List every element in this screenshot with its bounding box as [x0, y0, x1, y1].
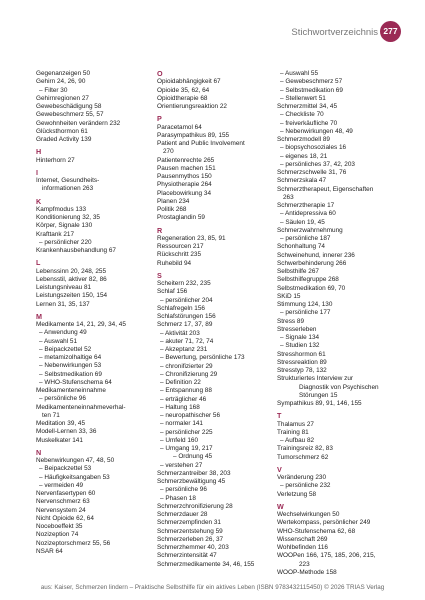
index-subentry: – Aufbau 82: [280, 437, 315, 444]
index-letter-heading: V: [277, 464, 282, 474]
index-subentry: – persönliche 187: [280, 235, 331, 242]
index-subentry: – Studien 132: [280, 342, 320, 350]
index-column-3: [277, 70, 402, 577]
index-subentry: – akuter 71, 72, 74: [160, 337, 214, 345]
index-subentry: – Säulen 19, 45: [280, 218, 325, 226]
index-subentry: – Beipackzettel 53: [39, 465, 92, 473]
index-subentry: – Selbstmedikation 69: [39, 370, 102, 378]
index-subentry: – Signale 134: [280, 334, 320, 341]
index-entry: Schlafregeln 156: [157, 304, 205, 312]
index-entry: Internet, Gesundheits-: [36, 177, 100, 184]
index-entry: Leistungszeiten 150, 154: [36, 292, 108, 300]
index-entry: Schweinehund, innerer 236: [277, 251, 355, 259]
index-entry: Körper, Signale 130: [36, 222, 93, 230]
index-entry: Wechselwirkungen 50: [277, 511, 340, 518]
index-entry: Pausen machen 151: [157, 164, 216, 172]
index-subentry: – freiverkäufliche 70: [280, 119, 338, 127]
index-entry: Tumorschmerz 62: [277, 453, 329, 461]
index-letter-heading: W: [277, 501, 284, 511]
index-subentry: – Checkliste 70: [280, 111, 324, 119]
index-subentry: – Chronifizierung 29: [160, 370, 218, 378]
index-entry: Schmerzantreiber 38, 203: [157, 469, 231, 477]
index-entry: Schmerzentstehung 59: [157, 527, 223, 535]
index-entry-continuation: 223: [299, 560, 310, 568]
index-subentry: – Gewebeschmerz 57: [280, 78, 343, 86]
index-entry: Gehirn 24, 26, 90: [36, 78, 86, 86]
index-entry: Lernen 31, 35, 137: [36, 300, 90, 308]
index-entry: Planen 234: [157, 197, 190, 205]
index-subentry: – Aktivität 203: [160, 329, 200, 337]
index-entry: Sympathikus 89, 91, 146, 155: [277, 400, 362, 407]
index-entry: Schmerzbewältigung 45: [157, 478, 226, 485]
index-subentry: – normaler 141: [160, 420, 203, 428]
index-entry: Wissenschaft 269: [277, 535, 328, 543]
index-subentry: – eigenes 18, 21: [280, 152, 328, 160]
index-entry: Regeneration 23, 85, 91: [157, 234, 226, 242]
index-entry: Schmerzwahrnehmung: [277, 226, 343, 234]
index-entry: Schwerbehinderung 266: [277, 259, 347, 267]
index-subentry: – Auswahl 55: [280, 70, 319, 77]
index-entry: Thalamus 27: [277, 420, 314, 428]
index-subentry: – persönliches 37, 42, 203: [280, 160, 355, 168]
index-entry: Medikamente 14, 21, 29, 34, 45: [36, 321, 126, 328]
index-entry: WHO-Stufenschema 62, 68: [277, 527, 356, 535]
index-subentry: – Häufigkeitsangaben 53: [39, 473, 110, 481]
index-subentry: – persönliche 177: [280, 309, 331, 317]
index-letter-heading: P: [157, 114, 162, 124]
index-entry: Lebensstil, aktiver 82, 86: [36, 275, 107, 283]
index-entry: Schonhaltung 74: [277, 243, 325, 251]
index-subentry: – Beipackzettel 52: [39, 345, 92, 353]
index-subentry: – WHO-Stufenschema 64: [39, 378, 112, 386]
index-subentry: – Phasen 18: [160, 494, 196, 502]
index-entry: Physiotherapie 264: [157, 181, 212, 189]
index-letter-heading: N: [36, 447, 42, 457]
index-entry: Schmerzchronifizierung 28: [157, 502, 233, 510]
index-entry: Nervenfasertypen 60: [36, 490, 96, 497]
index-entry: Ressourcen 217: [157, 243, 204, 250]
index-entry: Wohlbefinden 116: [277, 544, 328, 551]
index-entry: Schmerzempfinden 31: [157, 519, 221, 527]
index-subentry: – persönliche 96: [39, 395, 86, 403]
index-entry: Stresserleben: [277, 325, 317, 333]
index-entry: Schmerzhemmer 40, 203: [157, 544, 229, 551]
index-entry: Gehirnregionen 27: [36, 94, 89, 102]
index-entry: Stresstyp 78, 132: [277, 367, 327, 374]
index-subentry: – metamizolhaltige 64: [39, 354, 102, 361]
index-subentry: – verstehen 27: [160, 461, 203, 469]
index-entry: Meditation 39, 45: [36, 420, 86, 427]
index-entry: Schmerzmittel 34, 45: [277, 103, 338, 110]
index-entry: Schmerzerleben 26, 37: [157, 535, 224, 543]
index-subentry: – Auswahl 51: [39, 337, 78, 345]
index-entry: Nozizeption 74: [36, 531, 79, 539]
index-entry: Gewebeschädigung 58: [36, 103, 102, 110]
index-entry: Trainingsreiz 82, 83: [277, 445, 333, 453]
index-subentry: – persönliche 96: [160, 486, 207, 494]
index-entry: Schmerzmedikamente 34, 46, 155: [157, 560, 255, 568]
index-entry-continuation: Störungen 15: [299, 391, 338, 399]
copyright-footer: aus: Kaiser, Schmerzen lindern – Praktische Selbsthilfe für ein aktives Leben (ISBN 9783432115450) © 2026 TRIAS Verlag: [40, 584, 385, 591]
index-entry: Medikamenteneinnahme: [36, 387, 106, 394]
index-entry: Patient and Public Involvement: [157, 140, 245, 147]
index-entry: Wertekompass, persönlicher 249: [277, 519, 371, 527]
index-entry: Opioidtherapie 68: [157, 94, 208, 102]
page-number-badge: 277: [380, 21, 401, 42]
index-subentry: – Ordnung 45: [173, 453, 213, 461]
index-entry: Krankenhausbehandlung 67: [36, 247, 116, 254]
index-entry: Nebenwirkungen 47, 48, 50: [36, 457, 115, 464]
index-entry: WOOPen 166, 175, 185, 206, 215,: [277, 552, 376, 560]
index-entry: Patientenrechte 265: [157, 156, 215, 164]
index-entry: Noceboeffekt 35: [36, 523, 83, 530]
index-entry: Schmerz 17, 37, 89: [157, 321, 213, 329]
index-entry: Modell-Lernen 33, 36: [36, 428, 97, 436]
index-entry: Stresshormon 61: [277, 350, 326, 358]
index-entry: Gewebeschmerz 55, 57: [36, 111, 104, 119]
index-entry-continuation: 263: [283, 193, 294, 201]
index-subentry: – Filter 30: [39, 86, 68, 94]
index-letter-heading: I: [36, 167, 38, 177]
index-entry: Parasympathikus 89, 155: [157, 131, 230, 139]
index-entry: Kampfmodus 133: [36, 205, 87, 213]
index-subentry: – erträglicher 46: [160, 395, 207, 403]
index-entry: Stress 89: [277, 317, 304, 325]
index-entry: NSAR 64: [36, 547, 63, 555]
index-subentry: – persönlicher 220: [39, 238, 92, 246]
index-entry-continuation: ten 71: [42, 411, 60, 419]
index-entry: Prostaglandin 59: [157, 214, 205, 222]
index-entry: Schmerztherapeut, Eigenschaften: [277, 185, 374, 193]
index-entry: SKiD 15: [277, 292, 301, 300]
index-subentry: – Entspannung 88: [160, 387, 212, 395]
index-entry: Placebowirkung 34: [157, 189, 211, 197]
index-subentry: – Antidepressiva 60: [280, 210, 336, 218]
index-entry: Selbsthilfegruppe 268: [277, 276, 339, 284]
index-letter-heading: T: [277, 411, 282, 421]
index-entry: Schmerzmodell 89: [277, 136, 330, 143]
index-subentry: – Anwendung 49: [39, 329, 87, 337]
index-entry: Verletzung 58: [277, 490, 317, 498]
index-subentry: – persönlicher 225: [160, 428, 213, 436]
index-entry: Schmerzskala 47: [277, 177, 327, 185]
index-entry-continuation: 270: [163, 148, 174, 156]
index-subentry: – neuropathischer 56: [160, 412, 221, 419]
index-subentry: – Nebenwirkungen 53: [39, 362, 102, 370]
index-entry: Leistungsniveau 81: [36, 284, 92, 291]
index-subentry: – Umgang 19, 217: [160, 445, 213, 452]
index-entry: Nervenschmerz 63: [36, 498, 90, 506]
index-entry-continuation: Diagnostik von Psychischen: [299, 383, 379, 391]
index-entry: Opioide 35, 62, 64: [157, 86, 210, 94]
index-entry: Medikamenteneinnahmeverhal-: [36, 403, 126, 411]
index-entry: Training 81: [277, 428, 309, 436]
index-entry: Schlaf 156: [157, 288, 188, 296]
index-letter-heading: H: [36, 147, 42, 157]
index-entry: Gegenanzeigen 50: [36, 70, 91, 77]
index-entry: Stimmung 124, 130: [277, 301, 333, 308]
index-entry: Lebenssinn 20, 248, 255: [36, 267, 107, 275]
index-entry: Politik 268: [157, 206, 187, 213]
index-letter-heading: K: [36, 196, 42, 206]
index-entry: Opioidabhängigkeit 67: [157, 78, 221, 86]
index-subentry: – Definition 22: [160, 379, 201, 386]
index-letter-heading: O: [157, 69, 163, 78]
index-entry: Schmerztherapie 17: [277, 202, 335, 209]
index-entry: Schmerzdauer 28: [157, 511, 208, 518]
index-letter-heading: L: [36, 258, 41, 268]
index-column-2: [157, 70, 282, 569]
section-title: Stichwortverzeichnis: [291, 27, 378, 38]
index-subentry: – Selbstmedikation 69: [280, 86, 343, 94]
index-entry: Glücksthormon 61: [36, 127, 88, 135]
index-entry: Konditionierung 32, 35: [36, 214, 100, 221]
index-entry: Selbsthilfe 267: [277, 268, 319, 275]
index-subentry: – Bewertung, persönliche 173: [160, 354, 245, 362]
index-subentry: – Umfeld 160: [160, 436, 199, 444]
index-entry: Pausenmythos 150: [157, 173, 212, 180]
index-entry: Nicht Opioide 62, 64: [36, 514, 94, 522]
index-entry: Muskelkater 141: [36, 436, 83, 444]
index-entry: Gewohnheiten verändern 232: [36, 119, 121, 127]
index-entry: Schmerzintensität 47: [157, 552, 217, 560]
index-subentry: – persönlicher 204: [160, 296, 213, 304]
index-entry-continuation: informationen 263: [42, 185, 94, 193]
index-subentry: – Stellenwert 51: [280, 94, 326, 102]
index-entry: Selbstmedikation 69, 70: [277, 284, 346, 292]
index-subentry: – biopsychosoziales 16: [280, 144, 347, 152]
index-letter-heading: R: [157, 225, 163, 235]
index-subentry: – persönliche 232: [280, 482, 331, 490]
index-entry: Nozizeptorschmerz 55, 56: [36, 539, 111, 547]
index-column-1: [36, 70, 161, 556]
index-entry: Stressreaktion 89: [277, 358, 327, 366]
index-letter-heading: M: [36, 311, 42, 321]
index-entry: Schlafstörungen 156: [157, 313, 216, 320]
index-entry: Paracetamol 64: [157, 123, 202, 131]
index-subentry: – Nebenwirkungen 48, 49: [280, 127, 353, 135]
index-subentry: – Haltung 168: [160, 403, 200, 411]
index-letter-heading: S: [157, 270, 162, 280]
index-entry: Rückschritt 235: [157, 251, 202, 259]
index-entry: Scheitern 232, 235: [157, 280, 211, 287]
index-entry: Strukturiertes Interview zur: [277, 375, 354, 383]
index-subentry: – vermeiden 49: [39, 481, 84, 489]
index-subentry: – chronifizierter 29: [160, 362, 213, 370]
index-entry: Veränderung 230: [277, 474, 327, 481]
index-entry: Krafttank 217: [36, 230, 75, 238]
index-entry: Orientierungsreaktion 22: [157, 103, 227, 110]
index-entry: Schmerzschwelle 31, 76: [277, 169, 347, 176]
index-entry: WOOP-Methode 158: [277, 568, 337, 576]
index-entry: Nervensystem 24: [36, 506, 86, 514]
index-entry: Ruhebild 94: [157, 259, 192, 267]
index-entry: Hinterhorn 27: [36, 156, 75, 164]
index-subentry: – Akzeptanz 231: [160, 346, 208, 353]
index-entry: Graded Activity 139: [36, 136, 92, 143]
